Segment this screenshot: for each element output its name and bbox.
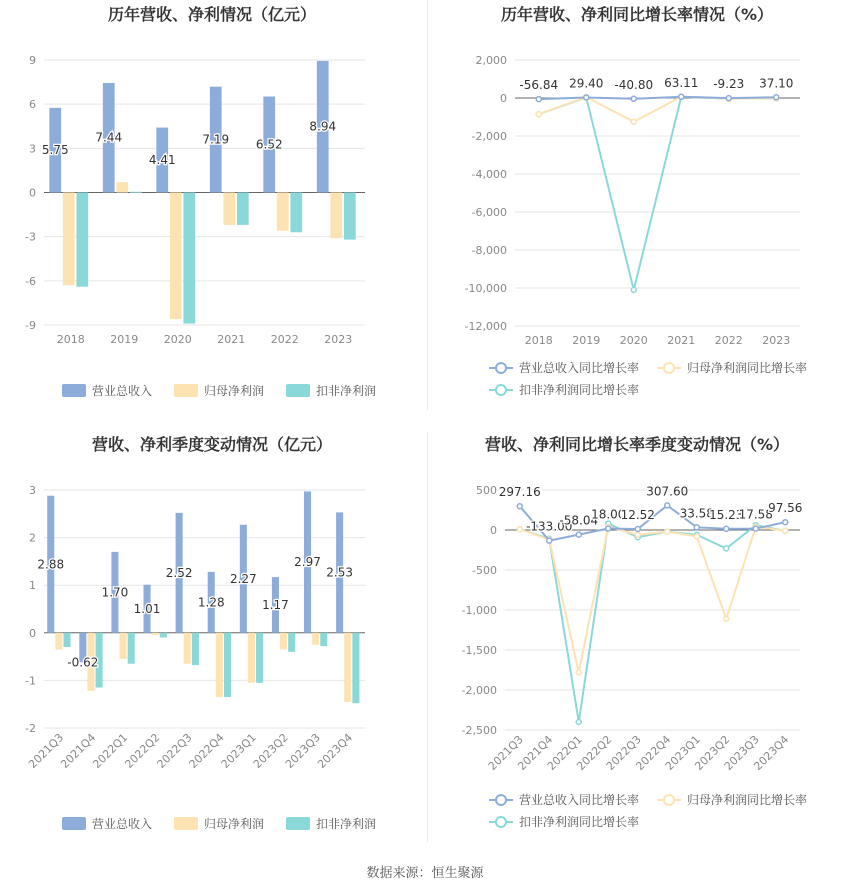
y-tick-label: -2,500 <box>461 724 497 737</box>
y-tick-label: -2,000 <box>461 684 497 697</box>
data-point <box>547 538 552 543</box>
y-tick-label: -6,000 <box>471 206 507 219</box>
y-tick-label: -8,000 <box>471 244 507 257</box>
legend-label: 扣非净利润同比增长率 <box>519 383 640 397</box>
y-tick-label: -1,000 <box>461 604 497 617</box>
chart-title: 历年营收、净利情况（亿元） <box>107 5 317 24</box>
data-label: -56.84 <box>519 78 559 93</box>
y-tick-label: 9 <box>29 54 36 67</box>
bar-deducted-profit <box>130 192 142 193</box>
data-point <box>724 546 729 551</box>
legend-swatch <box>174 384 198 397</box>
y-tick-label: -12,000 <box>464 320 507 333</box>
data-point <box>726 96 731 101</box>
bar-deducted-profit <box>256 633 263 683</box>
data-point <box>631 96 636 101</box>
data-point <box>606 526 611 531</box>
chart-title: 营收、净利季度变动情况（亿元） <box>91 435 333 454</box>
data-point <box>774 95 779 100</box>
chart-quarterly-amounts <box>0 430 425 860</box>
data-label: 33.58 <box>679 506 714 521</box>
legend-swatch-marker <box>664 363 674 373</box>
y-tick-label: 0 <box>500 92 507 105</box>
series-line-deducted-profit <box>520 524 786 722</box>
legend-label: 营业总收入同比增长率 <box>519 361 640 375</box>
bar-deducted-profit <box>76 193 88 287</box>
data-label: 18.00 <box>591 507 626 522</box>
data-label: 7.19 <box>202 132 230 147</box>
data-point <box>783 520 788 525</box>
x-tick-label: 2022 <box>270 333 299 346</box>
y-tick-label: 0 <box>29 186 36 200</box>
bar-net-profit <box>344 633 351 702</box>
data-point <box>576 670 581 675</box>
x-tick-label: 2020 <box>163 333 192 346</box>
bar-deducted-profit <box>352 633 359 703</box>
data-label: 2.88 <box>37 557 65 572</box>
x-tick-label: 2022 <box>714 334 743 347</box>
y-tick-label: -500 <box>472 564 497 577</box>
legend-swatch-marker <box>496 817 506 827</box>
x-tick-label: 2022Q4 <box>186 730 227 771</box>
legend-swatch-marker <box>496 385 506 395</box>
y-tick-label: 3 <box>29 484 36 497</box>
bar-net-profit <box>55 633 62 650</box>
bar-deducted-profit <box>224 633 231 697</box>
data-label: 4.41 <box>148 153 176 168</box>
quarterly-amounts-svg <box>0 430 425 860</box>
legend-label: 营业总收入同比增长率 <box>519 793 640 807</box>
x-tick-label: 2021Q3 <box>485 732 526 773</box>
bar-net-profit <box>152 633 159 635</box>
legend-swatch <box>286 384 310 397</box>
x-tick-label: 2019 <box>572 334 601 347</box>
data-label: 2.27 <box>229 571 257 586</box>
bar-net-profit <box>216 633 223 697</box>
annual-growth-svg <box>425 0 850 430</box>
legend-label: 归母净利润同比增长率 <box>687 793 808 807</box>
legend-label: 归母净利润同比增长率 <box>687 361 808 375</box>
y-tick-label: 6 <box>29 98 36 112</box>
bar-deducted-profit <box>237 193 249 225</box>
y-tick-label: 500 <box>476 484 497 497</box>
x-tick-label: 2023Q2 <box>250 730 291 771</box>
chart-annual-amounts <box>0 0 425 430</box>
x-tick-label: 2023Q2 <box>692 732 733 773</box>
legend-swatch-marker <box>496 795 506 805</box>
data-point <box>536 112 541 117</box>
series-line-revenue <box>539 97 777 99</box>
data-point <box>694 534 699 539</box>
x-tick-label: 2022Q1 <box>90 730 131 771</box>
x-tick-label: 2022Q3 <box>154 730 195 771</box>
bar-net-profit <box>248 633 255 683</box>
data-point <box>517 527 522 532</box>
x-tick-label: 2023 <box>324 333 353 346</box>
legend-swatch-marker <box>664 795 674 805</box>
legend-swatch <box>62 817 86 830</box>
data-label: 2.97 <box>294 555 321 570</box>
x-tick-label: 2022Q3 <box>603 732 644 773</box>
y-tick-label: 0 <box>490 524 497 537</box>
data-label: 15.23 <box>709 507 744 522</box>
data-source: 数据来源：恒生聚源 <box>366 866 484 881</box>
x-tick-label: 2023Q1 <box>662 732 703 773</box>
data-point <box>576 532 581 537</box>
chart-quarterly-growth <box>425 430 850 860</box>
y-tick-label: -6 <box>25 274 36 288</box>
legend-label: 营业总收入 <box>92 384 153 398</box>
bar-net-profit <box>184 633 191 664</box>
y-tick-label: -1,500 <box>461 644 497 657</box>
bar-deducted-profit <box>183 193 195 324</box>
bar-net-profit <box>330 193 342 239</box>
data-label: 2.52 <box>165 565 193 580</box>
x-tick-label: 2023Q1 <box>218 730 259 771</box>
data-point <box>536 97 541 102</box>
legend-swatch <box>286 817 310 830</box>
data-label: 1.17 <box>262 597 289 612</box>
x-tick-label: 2023Q3 <box>721 732 762 773</box>
y-tick-label: 2,000 <box>475 54 507 67</box>
bar-net-profit <box>312 633 319 645</box>
data-label: 1.28 <box>197 595 225 610</box>
x-tick-label: 2021Q4 <box>515 732 556 773</box>
y-tick-label: -9 <box>25 319 36 332</box>
legend-swatch <box>174 817 198 830</box>
x-tick-label: 2023Q3 <box>282 730 323 771</box>
series-line-net-profit <box>539 97 777 122</box>
bar-deducted-profit <box>160 633 167 638</box>
data-label: -133.00 <box>526 519 573 534</box>
y-tick-label: -2 <box>25 722 36 735</box>
data-point <box>517 504 522 509</box>
x-tick-label: 2021Q3 <box>26 730 67 771</box>
x-tick-label: 2023Q4 <box>751 732 792 773</box>
x-tick-label: 2020 <box>619 334 648 347</box>
x-tick-label: 2021 <box>217 333 246 346</box>
chart-annual-growth <box>425 0 850 430</box>
bar-net-profit <box>120 633 127 659</box>
data-point <box>631 287 636 292</box>
legend-label: 归母净利润 <box>204 817 265 831</box>
x-tick-label: 2022Q4 <box>633 732 674 773</box>
y-tick-label: 0 <box>29 626 36 640</box>
data-label: -9.23 <box>713 77 745 92</box>
bar-net-profit <box>116 182 128 192</box>
data-point <box>665 503 670 508</box>
data-point <box>631 119 636 124</box>
annual-amounts-svg <box>0 0 425 430</box>
data-label: 29.40 <box>569 76 604 91</box>
x-tick-label: 2022Q1 <box>544 732 585 773</box>
data-point <box>753 526 758 531</box>
y-tick-label: -10,000 <box>464 282 507 295</box>
x-tick-label: 2018 <box>56 333 85 346</box>
data-label: 1.01 <box>133 601 161 616</box>
data-point <box>576 720 581 725</box>
legend-label: 扣非净利润 <box>316 384 377 398</box>
data-label: 97.56 <box>768 501 803 516</box>
data-label: 37.10 <box>759 76 794 91</box>
data-label: 297.16 <box>498 485 541 500</box>
data-point <box>679 94 684 99</box>
x-tick-label: 2021Q4 <box>58 730 99 771</box>
series-line-deducted-profit <box>539 97 777 290</box>
legend-swatch-marker <box>496 363 506 373</box>
x-tick-label: 2023Q4 <box>315 730 356 771</box>
data-point <box>584 95 589 100</box>
x-tick-label: 2021 <box>667 334 696 347</box>
data-point <box>665 529 670 534</box>
bar-deducted-profit <box>288 633 295 652</box>
bar-deducted-profit <box>320 633 327 646</box>
y-tick-label: -3 <box>25 230 36 244</box>
legend-swatch <box>62 384 86 397</box>
y-tick-label: -4,000 <box>471 168 507 181</box>
data-label: 5.75 <box>41 143 69 158</box>
data-label: -0.62 <box>67 655 99 670</box>
y-tick-label: -1 <box>25 674 36 688</box>
legend-label: 归母净利润 <box>204 384 265 398</box>
panel-divider <box>427 432 428 842</box>
panel-divider <box>427 0 428 410</box>
x-tick-label: 2019 <box>110 333 139 346</box>
x-tick-label: 2022Q2 <box>574 732 615 773</box>
data-label: 63.11 <box>664 75 699 90</box>
y-tick-label: 1 <box>29 579 36 593</box>
legend-label: 营业总收入 <box>92 817 153 831</box>
bar-deducted-profit <box>290 193 302 233</box>
chart-title: 营收、净利同比增长率季度变动情况（%） <box>484 435 790 454</box>
bar-net-profit <box>170 193 182 320</box>
bar-deducted-profit <box>63 633 70 647</box>
x-tick-label: 2022Q2 <box>122 730 163 771</box>
data-point <box>724 526 729 531</box>
data-point <box>724 616 729 621</box>
legend-label: 扣非净利润 <box>316 817 377 831</box>
data-label: 7.44 <box>95 130 123 145</box>
x-tick-label: 2023 <box>762 334 791 347</box>
bar-net-profit <box>277 193 289 231</box>
data-point <box>694 525 699 530</box>
y-tick-label: -2,000 <box>471 130 507 143</box>
data-label: 307.60 <box>646 484 689 499</box>
x-tick-label: 2018 <box>524 334 553 347</box>
bar-net-profit <box>63 193 75 286</box>
bar-net-profit <box>280 633 287 650</box>
chart-title: 历年营收、净利同比增长率情况（%） <box>500 5 774 24</box>
data-label: 8.94 <box>309 119 337 134</box>
data-point <box>635 532 640 537</box>
data-label: 12.52 <box>620 507 655 522</box>
data-label: 2.53 <box>326 565 354 580</box>
y-tick-label: 3 <box>29 142 36 156</box>
data-point <box>783 528 788 533</box>
data-label: 1.70 <box>101 585 129 600</box>
bar-deducted-profit <box>344 193 356 240</box>
data-point <box>635 526 640 531</box>
bar-deducted-profit <box>192 633 199 665</box>
data-label: -40.80 <box>614 77 654 92</box>
data-label: -58.04 <box>559 513 599 528</box>
quarterly-growth-svg <box>425 430 850 860</box>
legend-label: 扣非净利润同比增长率 <box>519 815 640 829</box>
bar-net-profit <box>223 193 235 225</box>
data-label: 6.52 <box>255 137 283 152</box>
bar-deducted-profit <box>128 633 135 664</box>
data-label: 17.58 <box>738 507 773 522</box>
y-tick-label: 2 <box>29 531 36 545</box>
